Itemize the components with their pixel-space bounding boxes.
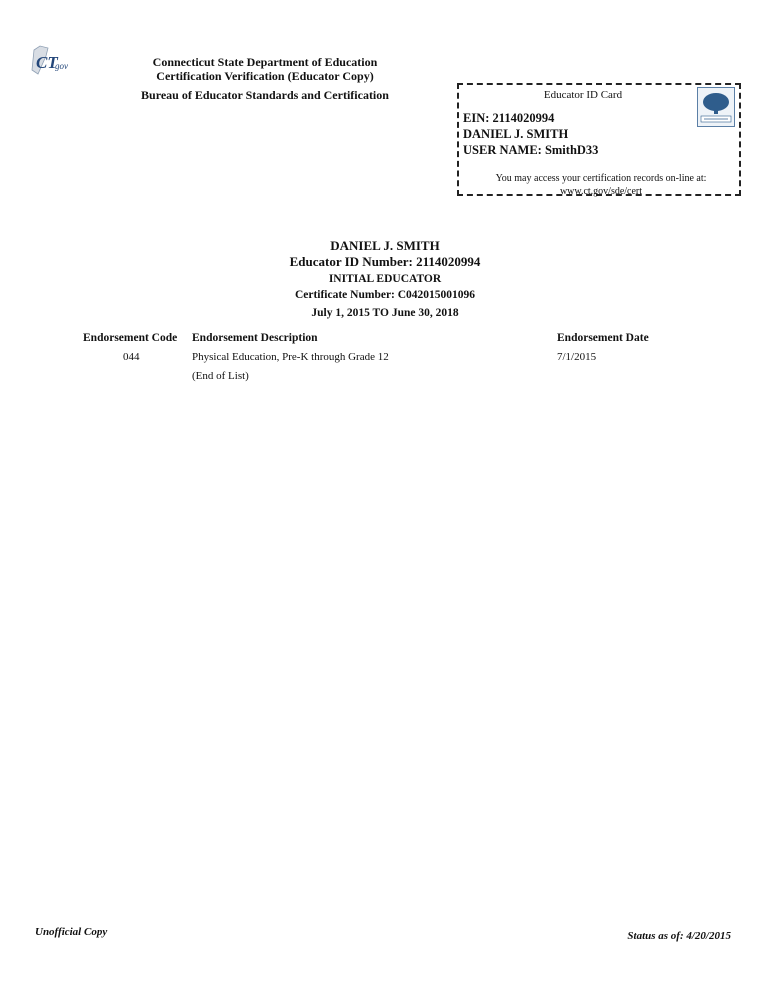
id-card-name: DANIEL J. SMITH — [463, 127, 569, 141]
endorsement-code-header: Endorsement Code — [83, 332, 178, 344]
endorsement-description-cell: Physical Education, Pre-K through Grade 12 — [192, 351, 389, 363]
status-date: Status as of: 4/20/2015 — [627, 930, 731, 942]
id-card-username: USER NAME: SmithD33 — [463, 143, 599, 157]
bureau-title: Bureau of Educator Standards and Certification — [141, 88, 389, 102]
endorsement-date-cell: 7/1/2015 — [557, 351, 597, 363]
endorsement-date-header: Endorsement Date — [557, 332, 649, 344]
educator-id-number: Educator ID Number: 2114020994 — [289, 254, 481, 269]
certificate-type: INITIAL EDUCATOR — [328, 273, 442, 285]
id-card-access-url: www.ct.gov/sde/cert — [559, 186, 643, 197]
educator-id-card — [457, 83, 741, 196]
unofficial-copy-label: Unofficial Copy — [35, 926, 108, 938]
svg-text:CT: CT — [36, 53, 58, 72]
id-card-access-note: You may access your certification records on-line at: — [495, 173, 707, 184]
department-title: Connecticut State Department of Education — [152, 55, 378, 69]
svg-text:gov: gov — [55, 61, 68, 71]
educator-name: DANIEL J. SMITH — [330, 238, 440, 253]
ct-gov-logo — [28, 44, 72, 78]
certificate-valid-dates: July 1, 2015 TO June 30, 2018 — [311, 307, 459, 319]
id-card-title: Educator ID Card — [543, 89, 623, 101]
endorsement-description-header: Endorsement Description — [192, 332, 318, 344]
endorsement-code-cell: 044 — [123, 351, 140, 363]
education-seal-icon — [697, 87, 735, 127]
document-type-title: Certification Verification (Educator Copy) — [156, 69, 374, 83]
id-card-ein: EIN: 2114020994 — [463, 111, 555, 125]
certificate-number: Certificate Number: C042015001096 — [294, 289, 476, 301]
end-of-list: (End of List) — [192, 370, 249, 382]
